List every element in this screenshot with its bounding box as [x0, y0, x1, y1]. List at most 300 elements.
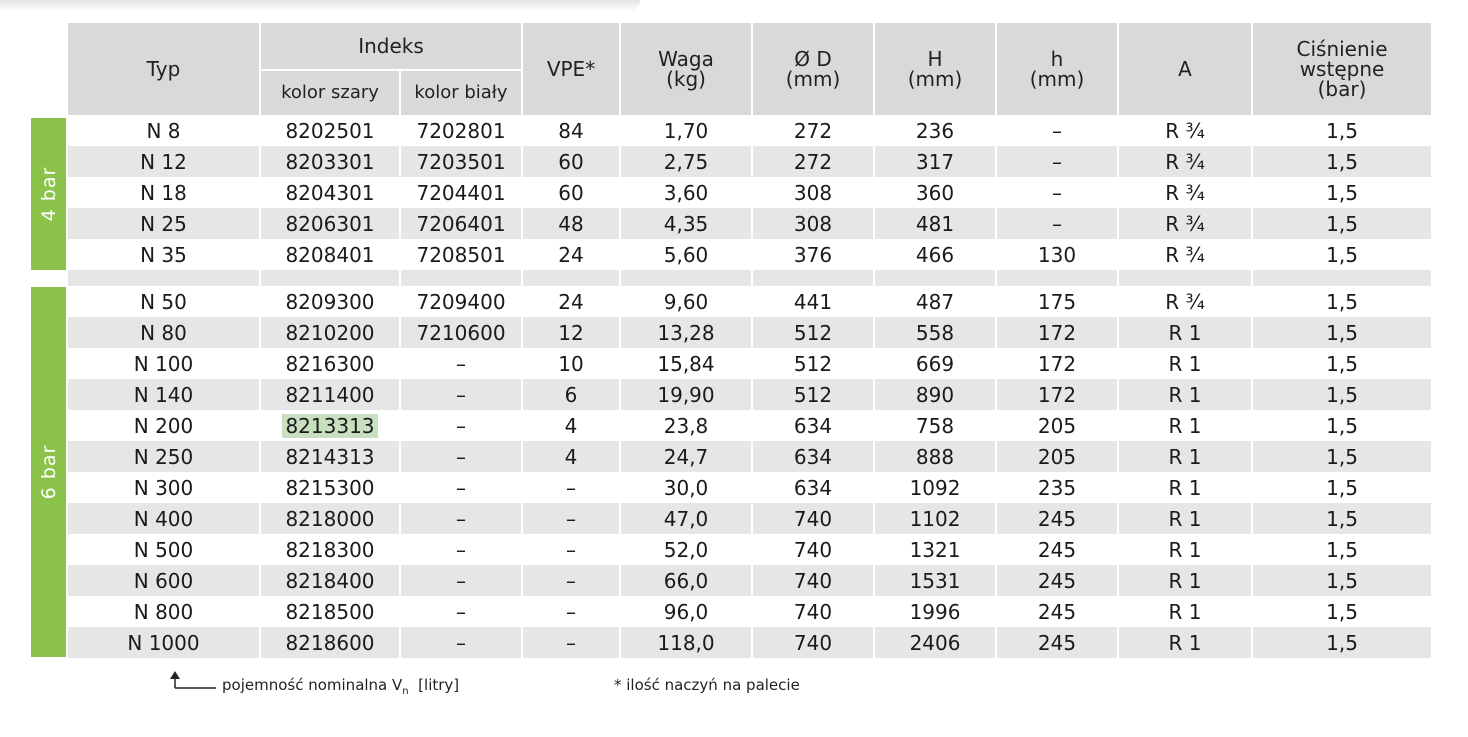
- cell-kolor-bialy-text: –: [456, 568, 466, 593]
- cell-vpe-text: 10: [558, 351, 584, 376]
- cell-kolor-bialy: [400, 596, 522, 627]
- table-row: [68, 441, 1432, 472]
- cell-height: [874, 472, 996, 503]
- cell-height-text: 758: [915, 413, 955, 438]
- cell-kolor-bialy: [400, 239, 522, 270]
- col-header-kolor-bialy: kolor biały: [400, 70, 522, 115]
- cell-waga-text: 24,7: [663, 444, 709, 469]
- cell-waga: [620, 115, 752, 146]
- cell-a: [1118, 115, 1252, 146]
- cell-pressure: [1252, 146, 1432, 177]
- table-row: [68, 348, 1432, 379]
- cell-kolor-bialy-text: –: [456, 537, 466, 562]
- cell-kolor-szary: [260, 146, 400, 177]
- cell-a-text: R ¾: [1165, 242, 1205, 267]
- cell-kolor-szary-text: 8218600: [285, 630, 375, 655]
- cell-kolor-szary-text: 8214313: [285, 444, 375, 469]
- cell-pressure-text: 1,5: [1326, 289, 1358, 314]
- cell-typ: [68, 177, 260, 208]
- cell-pressure-text: 1,5: [1326, 537, 1358, 562]
- cell-waga-text: 1,70: [663, 118, 709, 143]
- col-header-pressure: [1252, 23, 1432, 115]
- cell-vpe: [522, 534, 620, 565]
- cell-pressure-text: 1,5: [1326, 211, 1358, 236]
- cell-kolor-bialy: [400, 627, 522, 658]
- cell-height-text: 481: [915, 211, 955, 236]
- cell-typ: [68, 503, 260, 534]
- table-row: [68, 379, 1432, 410]
- cell-kolor-bialy-text: 7203501: [416, 149, 506, 174]
- col-header-typ: Typ: [68, 23, 260, 115]
- cell-typ: [68, 286, 260, 317]
- cell-height-text: 1321: [909, 537, 961, 562]
- cell-waga: [620, 208, 752, 239]
- cell-kolor-szary: [260, 472, 400, 503]
- cell-diameter-text: 634: [793, 444, 833, 469]
- cell-kolor-szary-text: 8204301: [285, 180, 375, 205]
- separator-cell: [1252, 270, 1432, 286]
- cell-typ-text: N 100: [133, 351, 194, 376]
- col-header-pressure-line1: Ciśnienie: [1296, 37, 1388, 61]
- cell-diameter-text: 272: [793, 149, 833, 174]
- cell-vpe: [522, 596, 620, 627]
- cell-height: [874, 208, 996, 239]
- cell-height: [874, 410, 996, 441]
- cell-a-text: R ¾: [1165, 149, 1205, 174]
- cell-pressure: [1252, 503, 1432, 534]
- table-row: [68, 146, 1432, 177]
- cell-kolor-bialy-text: –: [456, 475, 466, 500]
- cell-kolor-bialy-text: 7208501: [416, 242, 506, 267]
- cell-waga-text: 9,60: [663, 289, 709, 314]
- cell-a: [1118, 239, 1252, 270]
- cell-a-text: R 1: [1168, 351, 1202, 376]
- cell-a: [1118, 317, 1252, 348]
- cell-vpe-text: 24: [558, 289, 584, 314]
- col-header-connection-height: [996, 23, 1118, 115]
- cell-typ: [68, 410, 260, 441]
- cell-waga-text: 96,0: [663, 599, 709, 624]
- cell-connection-height-text: 172: [1037, 351, 1077, 376]
- separator-cell: [260, 270, 400, 286]
- table-header-row: [68, 23, 1432, 70]
- cell-diameter-text: 308: [793, 180, 833, 205]
- cell-kolor-szary: [260, 239, 400, 270]
- cell-vpe-text: 4: [564, 413, 578, 438]
- cell-a: [1118, 534, 1252, 565]
- cell-vpe-text: 4: [564, 444, 578, 469]
- cell-diameter: [752, 177, 874, 208]
- table-row: [68, 596, 1432, 627]
- cell-a-text: R ¾: [1165, 289, 1205, 314]
- cell-waga-text: 15,84: [657, 351, 715, 376]
- cell-connection-height-text: 175: [1037, 289, 1077, 314]
- separator-cell: [752, 270, 874, 286]
- cell-diameter: [752, 317, 874, 348]
- cell-vpe: [522, 348, 620, 379]
- cell-typ: [68, 348, 260, 379]
- cell-height: [874, 596, 996, 627]
- cell-diameter: [752, 565, 874, 596]
- table-row: [68, 503, 1432, 534]
- cell-a-text: R 1: [1168, 506, 1202, 531]
- col-header-connection-height-line1: h: [1050, 47, 1064, 71]
- cell-vpe: [522, 379, 620, 410]
- cell-typ: [68, 239, 260, 270]
- cell-connection-height: [996, 565, 1118, 596]
- cell-vpe-text: –: [566, 537, 577, 562]
- cell-vpe-text: 60: [558, 180, 584, 205]
- cell-kolor-szary-text: 8211400: [285, 382, 375, 407]
- cell-connection-height: [996, 317, 1118, 348]
- cell-typ-text: N 140: [133, 382, 194, 407]
- cell-waga: [620, 286, 752, 317]
- col-header-connection-height-line2: (mm): [1029, 67, 1085, 91]
- arrow-up-left-icon: [168, 670, 218, 692]
- cell-waga-text: 19,90: [657, 382, 715, 407]
- cell-connection-height: [996, 379, 1118, 410]
- cell-kolor-bialy: [400, 317, 522, 348]
- cell-connection-height: [996, 177, 1118, 208]
- footnote-vpe: * ilość naczyń na palecie: [614, 676, 800, 694]
- cell-pressure: [1252, 115, 1432, 146]
- cell-pressure: [1252, 286, 1432, 317]
- cell-connection-height-text: –: [1052, 118, 1063, 143]
- top-shadow-decoration: [0, 0, 640, 12]
- cell-waga-text: 4,35: [663, 211, 709, 236]
- group-label-6bar: [31, 287, 66, 657]
- cell-pressure-text: 1,5: [1326, 599, 1358, 624]
- cell-waga: [620, 379, 752, 410]
- cell-kolor-szary-text: 8218300: [285, 537, 375, 562]
- cell-height: [874, 503, 996, 534]
- cell-a-text: R ¾: [1165, 180, 1205, 205]
- cell-height: [874, 177, 996, 208]
- cell-pressure: [1252, 627, 1432, 658]
- cell-typ-text: N 8: [146, 118, 181, 143]
- cell-kolor-bialy-text: –: [456, 506, 466, 531]
- cell-kolor-szary-text: 8209300: [285, 289, 375, 314]
- table-row: [68, 115, 1432, 146]
- cell-connection-height-text: 172: [1037, 320, 1077, 345]
- cell-pressure-text: 1,5: [1326, 413, 1358, 438]
- cell-height-text: 890: [915, 382, 955, 407]
- cell-pressure: [1252, 348, 1432, 379]
- cell-waga: [620, 410, 752, 441]
- cell-typ-text: N 300: [133, 475, 194, 500]
- cell-typ-text: N 500: [133, 537, 194, 562]
- col-header-kolor-szary: kolor szary: [260, 70, 400, 115]
- cell-kolor-bialy-text: –: [456, 599, 466, 624]
- cell-diameter-text: 740: [793, 537, 833, 562]
- cell-waga: [620, 596, 752, 627]
- cell-height-text: 888: [915, 444, 955, 469]
- cell-diameter: [752, 441, 874, 472]
- cell-waga-text: 30,0: [663, 475, 709, 500]
- cell-height-text: 487: [915, 289, 955, 314]
- cell-connection-height: [996, 208, 1118, 239]
- separator-row: [68, 270, 1432, 286]
- cell-connection-height: [996, 627, 1118, 658]
- cell-diameter-text: 272: [793, 118, 833, 143]
- cell-waga: [620, 177, 752, 208]
- cell-a-text: R 1: [1168, 537, 1202, 562]
- cell-kolor-bialy: [400, 286, 522, 317]
- cell-diameter: [752, 596, 874, 627]
- cell-vpe: [522, 317, 620, 348]
- cell-kolor-szary-text: 8202501: [285, 118, 375, 143]
- cell-kolor-bialy-text: 7209400: [416, 289, 506, 314]
- cell-waga: [620, 239, 752, 270]
- cell-kolor-szary-text: 8218500: [285, 599, 375, 624]
- table-group-separator: [68, 270, 1432, 286]
- cell-diameter: [752, 115, 874, 146]
- cell-vpe: [522, 503, 620, 534]
- cell-pressure-text: 1,5: [1326, 351, 1358, 376]
- cell-pressure: [1252, 410, 1432, 441]
- cell-diameter-text: 512: [793, 382, 833, 407]
- cell-diameter-text: 634: [793, 413, 833, 438]
- table-row: [68, 286, 1432, 317]
- legend-nominal-subscript: n: [402, 686, 409, 697]
- cell-a: [1118, 565, 1252, 596]
- table-body-6bar: [68, 286, 1432, 658]
- cell-waga: [620, 534, 752, 565]
- cell-typ: [68, 627, 260, 658]
- cell-waga-text: 52,0: [663, 537, 709, 562]
- cell-kolor-szary-text: 8216300: [285, 351, 375, 376]
- cell-kolor-szary: [260, 410, 400, 441]
- cell-diameter: [752, 239, 874, 270]
- cell-kolor-szary: [260, 208, 400, 239]
- cell-typ-text: N 80: [140, 320, 187, 345]
- cell-kolor-bialy: [400, 565, 522, 596]
- cell-pressure: [1252, 177, 1432, 208]
- cell-a: [1118, 441, 1252, 472]
- legend-nominal-unit: [litry]: [418, 676, 460, 694]
- cell-height-text: 1102: [909, 506, 961, 531]
- table-body-4bar: [68, 115, 1432, 270]
- cell-height-text: 1092: [909, 475, 961, 500]
- cell-kolor-bialy: [400, 146, 522, 177]
- cell-waga: [620, 146, 752, 177]
- cell-height: [874, 627, 996, 658]
- cell-kolor-bialy-text: –: [456, 630, 466, 655]
- separator-cell: [996, 270, 1118, 286]
- cell-a: [1118, 627, 1252, 658]
- cell-kolor-bialy: [400, 503, 522, 534]
- col-header-diameter-line2: (mm): [785, 67, 841, 91]
- cell-vpe-text: –: [566, 630, 577, 655]
- cell-vpe: [522, 239, 620, 270]
- cell-connection-height-text: 245: [1037, 568, 1077, 593]
- cell-typ: [68, 208, 260, 239]
- col-header-indeks: Indeks: [260, 23, 522, 70]
- table-row: [68, 239, 1432, 270]
- cell-height: [874, 239, 996, 270]
- cell-connection-height-text: –: [1052, 149, 1063, 174]
- cell-kolor-bialy-text: –: [456, 382, 466, 407]
- cell-vpe: [522, 208, 620, 239]
- col-header-vpe: VPE*: [522, 23, 620, 115]
- cell-pressure-text: 1,5: [1326, 118, 1358, 143]
- cell-vpe: [522, 177, 620, 208]
- cell-waga: [620, 348, 752, 379]
- cell-a: [1118, 208, 1252, 239]
- col-header-height: [874, 23, 996, 115]
- cell-connection-height: [996, 348, 1118, 379]
- cell-kolor-szary-text: 8213313: [282, 414, 377, 438]
- cell-vpe-text: 6: [564, 382, 578, 407]
- cell-height-text: 558: [915, 320, 955, 345]
- separator-cell: [68, 270, 260, 286]
- cell-a-text: R 1: [1168, 599, 1202, 624]
- cell-kolor-szary-text: 8218000: [285, 506, 375, 531]
- cell-connection-height-text: 130: [1037, 242, 1077, 267]
- separator-cell: [1118, 270, 1252, 286]
- cell-diameter-text: 740: [793, 630, 833, 655]
- cell-connection-height: [996, 503, 1118, 534]
- cell-waga: [620, 441, 752, 472]
- cell-waga-text: 118,0: [657, 630, 715, 655]
- cell-vpe: [522, 565, 620, 596]
- cell-kolor-bialy: [400, 472, 522, 503]
- cell-waga: [620, 472, 752, 503]
- cell-typ: [68, 115, 260, 146]
- table-row: [68, 534, 1432, 565]
- col-header-pressure-line2: wstępne: [1299, 57, 1385, 81]
- cell-diameter: [752, 286, 874, 317]
- cell-pressure: [1252, 441, 1432, 472]
- cell-height: [874, 534, 996, 565]
- cell-a: [1118, 596, 1252, 627]
- cell-connection-height: [996, 410, 1118, 441]
- cell-height-text: 466: [915, 242, 955, 267]
- cell-typ-text: N 35: [140, 242, 187, 267]
- cell-waga-text: 23,8: [663, 413, 709, 438]
- cell-a: [1118, 177, 1252, 208]
- cell-waga: [620, 317, 752, 348]
- cell-typ-text: N 200: [133, 413, 194, 438]
- cell-height-text: 360: [915, 180, 955, 205]
- cell-pressure-text: 1,5: [1326, 320, 1358, 345]
- cell-height-text: 2406: [909, 630, 961, 655]
- cell-a-text: R 1: [1168, 568, 1202, 593]
- cell-connection-height-text: 245: [1037, 599, 1077, 624]
- table-row: [68, 472, 1432, 503]
- cell-kolor-bialy: [400, 379, 522, 410]
- cell-typ-text: N 600: [133, 568, 194, 593]
- cell-a-text: R 1: [1168, 320, 1202, 345]
- cell-vpe: [522, 472, 620, 503]
- cell-kolor-szary: [260, 379, 400, 410]
- cell-vpe-text: –: [566, 475, 577, 500]
- cell-kolor-bialy-text: 7204401: [416, 180, 506, 205]
- cell-kolor-szary: [260, 286, 400, 317]
- cell-kolor-bialy: [400, 208, 522, 239]
- cell-height: [874, 565, 996, 596]
- cell-kolor-szary-text: 8203301: [285, 149, 375, 174]
- group-label-6bar-text: 6 bar: [37, 444, 60, 500]
- cell-height-text: 236: [915, 118, 955, 143]
- cell-typ-text: N 12: [140, 149, 187, 174]
- cell-connection-height-text: 205: [1037, 444, 1077, 469]
- cell-kolor-bialy-text: –: [456, 444, 466, 469]
- cell-height: [874, 441, 996, 472]
- legend-nominal-prefix: pojemność nominalna V: [222, 676, 403, 694]
- cell-waga-text: 5,60: [663, 242, 709, 267]
- cell-typ: [68, 472, 260, 503]
- cell-height-text: 1996: [909, 599, 961, 624]
- cell-pressure: [1252, 565, 1432, 596]
- cell-typ-text: N 18: [140, 180, 187, 205]
- cell-height: [874, 115, 996, 146]
- cell-height: [874, 146, 996, 177]
- cell-connection-height: [996, 239, 1118, 270]
- cell-a-text: R 1: [1168, 444, 1202, 469]
- cell-vpe-text: 60: [558, 149, 584, 174]
- cell-kolor-szary: [260, 441, 400, 472]
- cell-height: [874, 348, 996, 379]
- cell-a-text: R 1: [1168, 630, 1202, 655]
- cell-diameter: [752, 208, 874, 239]
- table-row: [68, 565, 1432, 596]
- legend-nominal-capacity: [222, 676, 459, 697]
- col-header-a: A: [1118, 23, 1252, 115]
- col-header-waga-line1: Waga: [658, 47, 714, 71]
- group-label-4bar: [31, 118, 66, 270]
- cell-pressure: [1252, 379, 1432, 410]
- cell-connection-height: [996, 286, 1118, 317]
- col-header-diameter: [752, 23, 874, 115]
- col-header-height-line1: H: [927, 47, 943, 71]
- cell-connection-height: [996, 596, 1118, 627]
- cell-a-text: R ¾: [1165, 118, 1205, 143]
- cell-a: [1118, 379, 1252, 410]
- cell-diameter-text: 740: [793, 506, 833, 531]
- cell-diameter: [752, 379, 874, 410]
- cell-connection-height-text: –: [1052, 211, 1063, 236]
- cell-a-text: R 1: [1168, 382, 1202, 407]
- cell-pressure-text: 1,5: [1326, 475, 1358, 500]
- cell-vpe-text: –: [566, 568, 577, 593]
- cell-kolor-szary-text: 8208401: [285, 242, 375, 267]
- cell-kolor-bialy-text: 7206401: [416, 211, 506, 236]
- cell-height-text: 669: [915, 351, 955, 376]
- cell-connection-height: [996, 115, 1118, 146]
- cell-diameter-text: 512: [793, 351, 833, 376]
- cell-kolor-szary-text: 8218400: [285, 568, 375, 593]
- cell-typ: [68, 441, 260, 472]
- cell-typ-text: N 25: [140, 211, 187, 236]
- cell-kolor-szary: [260, 627, 400, 658]
- cell-connection-height-text: –: [1052, 180, 1063, 205]
- cell-waga: [620, 503, 752, 534]
- cell-vpe: [522, 146, 620, 177]
- cell-typ-text: N 50: [140, 289, 187, 314]
- cell-diameter-text: 634: [793, 475, 833, 500]
- cell-vpe: [522, 441, 620, 472]
- cell-vpe-text: –: [566, 599, 577, 624]
- cell-diameter: [752, 534, 874, 565]
- cell-connection-height-text: 205: [1037, 413, 1077, 438]
- cell-height-text: 1531: [909, 568, 961, 593]
- cell-kolor-szary-text: 8215300: [285, 475, 375, 500]
- cell-a-text: R ¾: [1165, 211, 1205, 236]
- cell-waga: [620, 565, 752, 596]
- cell-vpe-text: 84: [558, 118, 584, 143]
- cell-diameter-text: 376: [793, 242, 833, 267]
